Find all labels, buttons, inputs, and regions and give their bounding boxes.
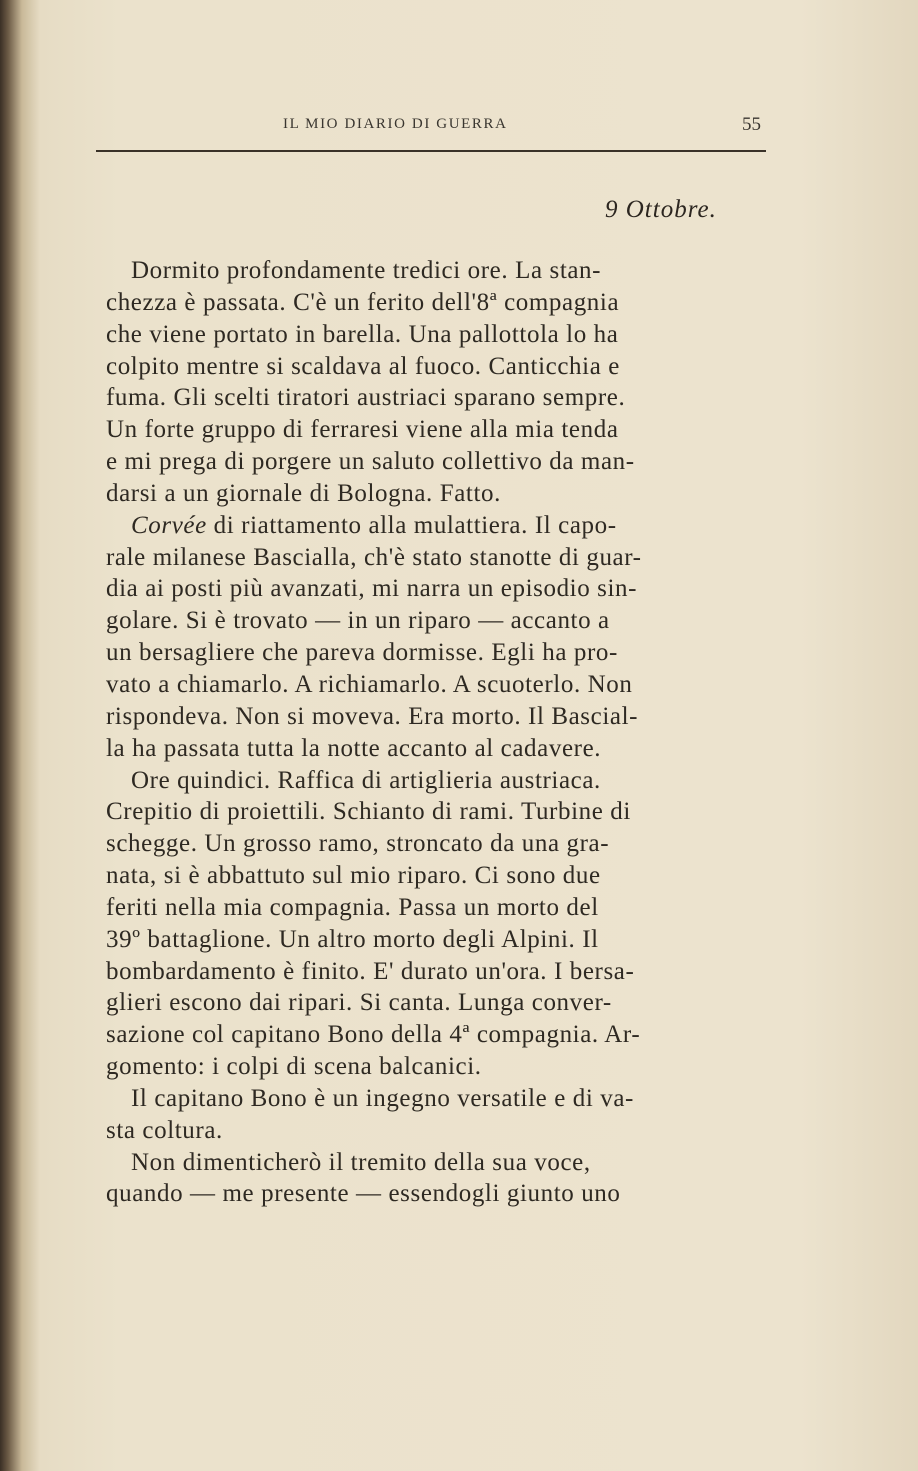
text-line — [106, 924, 796, 956]
text-line — [106, 1178, 796, 1210]
entry-date: 9 Ottobre. — [605, 196, 717, 223]
text-line-content: darsi a un giornale di Bologna. Fatto. — [106, 479, 501, 507]
text-line-content: Un forte gruppo di ferraresi viene alla mia tenda — [106, 416, 619, 444]
body-text — [106, 255, 796, 1210]
text-line-content: Dormito profondamente tredici ore. La stan- — [131, 257, 602, 284]
text-line — [106, 1051, 796, 1083]
text-line-content: 39º battaglione. Un altro morto degli Alpini. Il — [106, 925, 599, 953]
text-line — [106, 510, 796, 542]
text-line — [106, 255, 796, 287]
text-line-content: chezza è passata. C'è un ferito dell'8ª compagnia — [106, 288, 620, 316]
text-line — [106, 860, 796, 892]
text-line — [106, 796, 796, 828]
text-line — [106, 1019, 796, 1051]
text-line — [106, 414, 796, 446]
text-line-content: quando — me presente — essendogli giunto uno — [106, 1180, 621, 1208]
text-line — [106, 733, 796, 765]
text-line — [106, 1115, 796, 1147]
header-rule — [96, 150, 766, 152]
text-line — [106, 765, 796, 797]
text-line — [106, 319, 796, 351]
text-line — [106, 956, 796, 988]
text-line — [106, 542, 796, 574]
running-title: IL MIO DIARIO DI GUERRA — [283, 116, 508, 132]
text-line-content: dia ai posti più avanzati, mi narra un episodio sin- — [106, 575, 638, 603]
text-line-content: gomento: i colpi di scena balcanici. — [106, 1053, 482, 1081]
text-line — [106, 446, 796, 478]
text-line-content: golare. Si è trovato — in un riparo — accanto a — [106, 607, 610, 635]
text-line — [106, 828, 796, 860]
text-line — [106, 1147, 796, 1179]
text-line-content: bombardamento è finito. E' durato un'ora. I bersa- — [106, 957, 635, 985]
text-line-content: sta coltura. — [106, 1116, 223, 1144]
text-line-content: glieri escono dai ripari. Si canta. Lunga conver- — [106, 989, 612, 1017]
text-line-content: feriti nella mia compagnia. Passa un morto del — [106, 893, 599, 921]
text-line — [106, 382, 796, 414]
text-line — [106, 1083, 796, 1115]
text-line-content: che viene portato in barella. Una pallottola lo ha — [106, 320, 619, 348]
text-line — [106, 605, 796, 637]
text-line — [106, 637, 796, 669]
text-line — [106, 573, 796, 605]
text-line-content: rispondeva. Non si moveva. Era morto. Il Bascial- — [106, 702, 639, 730]
text-line-content: sazione col capitano Bono della 4ª compagnia. Ar- — [106, 1021, 641, 1049]
text-line-content: Non dimenticherò il tremito della sua voce, — [131, 1148, 591, 1176]
page-header — [283, 114, 771, 140]
text-line — [106, 892, 796, 924]
text-line-content: la ha passata tutta la notte accanto al cadavere. — [106, 734, 602, 762]
page-number: 55 — [742, 114, 761, 135]
text-line — [106, 351, 796, 383]
text-line-content: di riattamento alla mulattiera. Il capo- — [213, 511, 617, 539]
text-line — [106, 478, 796, 510]
text-line-content: Il capitano Bono è un ingegno versatile e di va- — [131, 1084, 634, 1112]
text-line — [106, 987, 796, 1019]
text-line-content: Crepitio di proiettili. Schianto di rami. Turbine di — [106, 798, 631, 826]
text-line-content: Ore quindici. Raffica di artiglieria austriaca. — [131, 766, 601, 794]
text-line — [106, 701, 796, 733]
italic-term: Corvée — [131, 511, 207, 539]
text-line-content: fuma. Gli scelti tiratori austriaci sparano sempre. — [106, 384, 626, 412]
text-line-content: colpito mentre si scaldava al fuoco. Canticchia e — [106, 352, 620, 380]
text-line-content: e mi prega di porgere un saluto collettivo da man- — [106, 448, 635, 476]
text-line-content: un bersagliere che pareva dormisse. Egli ha pro- — [106, 639, 618, 667]
text-line-content: rale milanese Bascialla, ch'è stato stanotte di guar- — [106, 543, 642, 571]
text-line-content: schegge. Un grosso ramo, stroncato da una gra- — [106, 830, 610, 858]
text-line-content: vato a chiamarlo. A richiamarlo. A scuoterlo. Non — [106, 670, 633, 698]
text-line — [106, 669, 796, 701]
text-line — [106, 287, 796, 319]
text-line-content: nata, si è abbattuto sul mio riparo. Ci sono due — [106, 862, 601, 890]
